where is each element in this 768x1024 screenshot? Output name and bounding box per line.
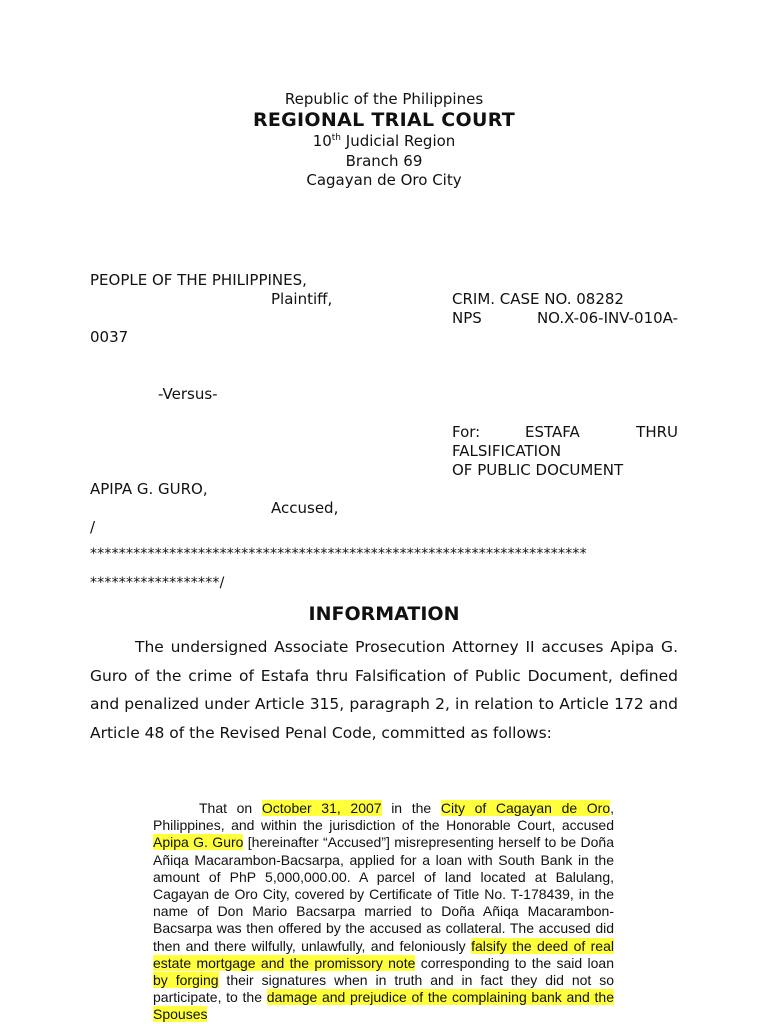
charge-quote: That on October 31, 2007 in the City of Cagayan de Oro, Philippines, and within the jurisdiction of the Honorable Court, accused Apipa G. Guro [hereinafter “Accused”] misrepresenting herself to be Doña Añiqa Macarambon-Bacsarpa, applied for a loan with South Bank in the amount of PhP 5,000,000.00. A parcel of land located at Balulang, Cagayan de Oro City, covered by Certificate of Title No. T-178439, in the name of Don Mario Bacsarpa married to Doña Añiqa Macarambon-Bacsarpa was then offered by the accused as collateral. The accused did then and there wilfully, unlawfully, and feloniously falsify the deed of real estate mortgage and the promissory note corresponding to the said loan by forging their signatures when in truth and in fact they did not so participate, to the damage and prejudice of the complaining bank and the Spouses xyxy=(153,800,615,1023)
city-line: Cagayan de Oro City xyxy=(306,171,462,189)
separator-stars-2: ******************/ xyxy=(90,575,225,591)
separator-stars-1: ********************************************************************* xyxy=(90,546,587,562)
judicial-region: 10th Judicial Region xyxy=(312,132,456,150)
accused-label: Accused, xyxy=(271,499,339,517)
accused-party: APIPA G. GURO, xyxy=(90,480,208,498)
highlight-city: City of Cagayan de Oro xyxy=(440,800,611,816)
highlight-date: October 31, 2007 xyxy=(261,800,382,816)
people-party: PEOPLE OF THE PHILIPPINES, xyxy=(90,271,307,289)
crim-case-number: CRIM. CASE NO. 08282 xyxy=(452,290,624,308)
highlight-damage: damage and prejudice of the complaining bank and the Spouses xyxy=(153,989,614,1023)
versus-label: -Versus- xyxy=(158,385,218,403)
nps-number: NPS NO.X-06-INV-010A- xyxy=(452,309,678,327)
information-title: INFORMATION xyxy=(308,603,460,625)
offense-line-3: OF PUBLIC DOCUMENT xyxy=(452,461,624,479)
information-paragraph: The undersigned Associate Prosecution Attorney II accuses Apipa G. Guro of the crime of Estafa thru Falsification of Public Document, defined and penalized under Article 315, paragraph 2, in relation to Article 172 and Article 48 of the Revised Penal Code, committed as follows: xyxy=(90,638,678,742)
highlight-forging: by forging xyxy=(153,972,219,989)
offense-line-2: FALSIFICATION xyxy=(452,442,562,460)
nps-number-cont: 0037 xyxy=(90,328,129,346)
plaintiff-label: Plaintiff, xyxy=(271,290,333,308)
court-name: REGIONAL TRIAL COURT xyxy=(252,109,516,131)
highlight-accused: Apipa G. Guro xyxy=(153,834,244,851)
caption-slash: / xyxy=(90,518,96,536)
branch-line: Branch 69 xyxy=(345,152,423,170)
highlight-falsify: falsify the deed of real estate mortgage and the promissory note xyxy=(153,937,614,971)
offense-line-1: For: ESTAFA THRU xyxy=(452,423,678,441)
republic-line: Republic of the Philippines xyxy=(284,90,484,108)
